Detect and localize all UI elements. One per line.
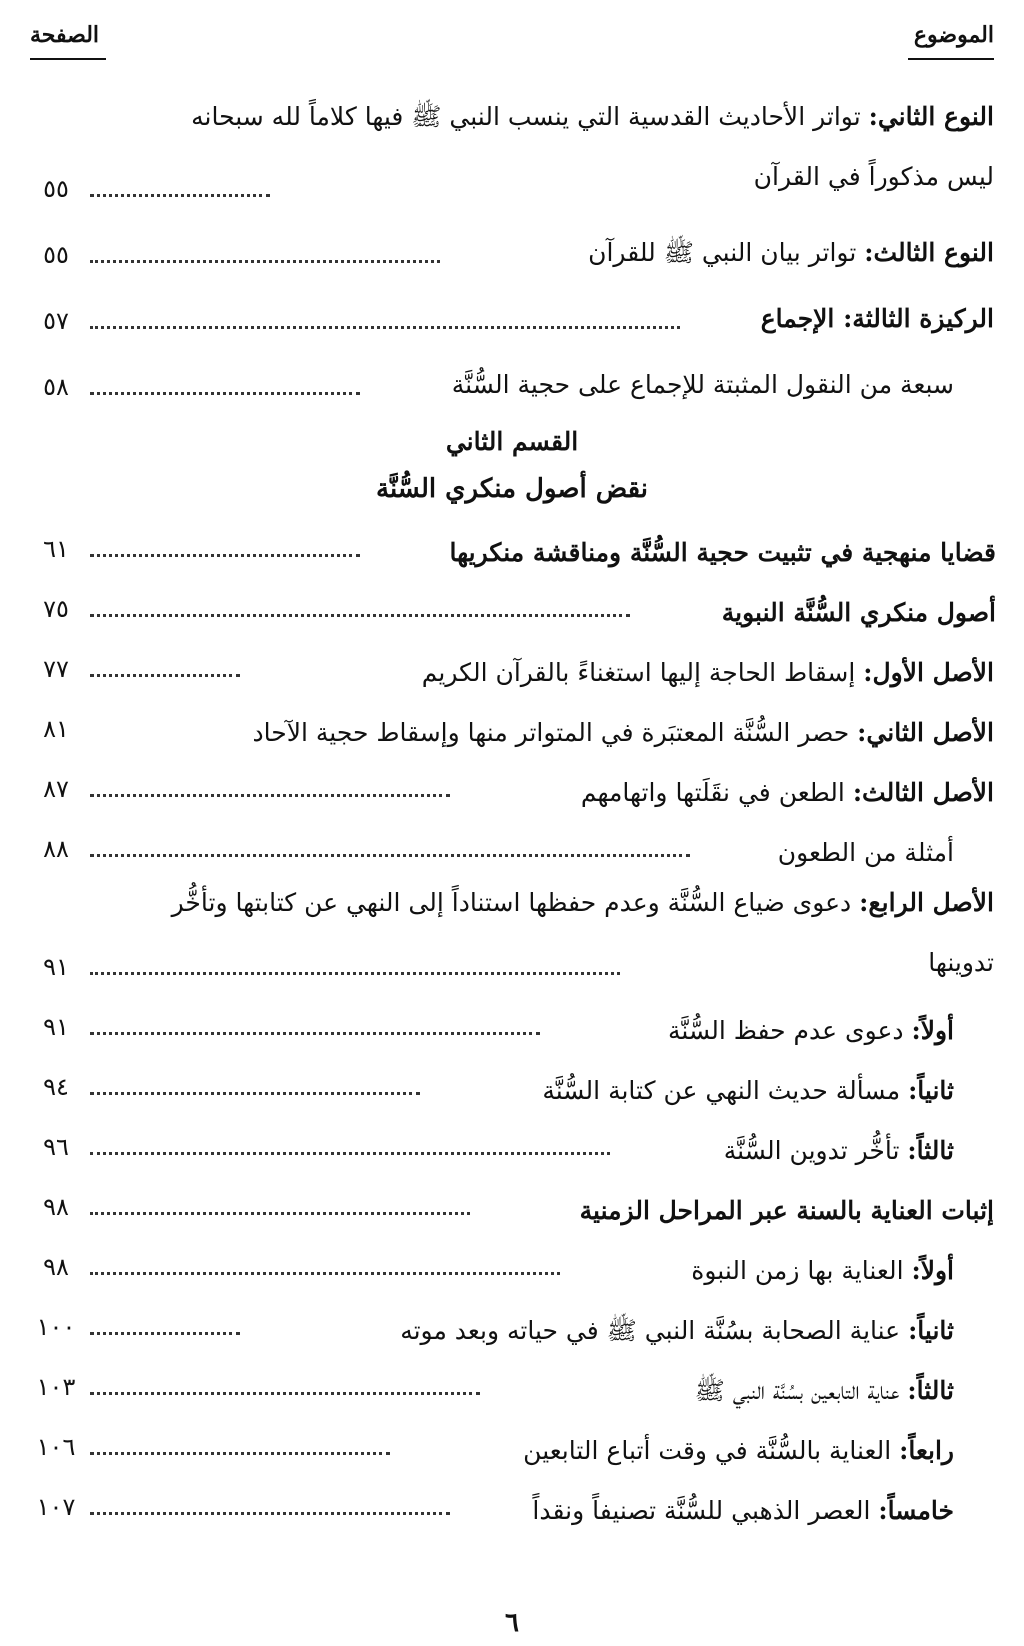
entry-label: ثالثاً: <box>907 1376 954 1405</box>
toc-entry <box>30 571 994 631</box>
entry-title: عناية التابعين بسُنَّة النبي ﷺ <box>694 1376 908 1405</box>
entry-title: إسقاط الحاجة إليها استغناءً بالقرآن الكريم <box>421 658 864 687</box>
entry-page: ٩١ <box>43 1013 69 1041</box>
entry-title: مسألة حديث النهي عن كتابة السُّنَّة <box>542 1076 909 1105</box>
entry-title: العصر الذهبي للسُّنَّة تصنيفاً ونقداً <box>532 1496 879 1525</box>
entry-page: ٧٥ <box>43 595 69 623</box>
toc-entry <box>30 343 994 409</box>
entry-page: ٥٥ <box>43 241 69 269</box>
entry-title: العناية بها زمن النبوة <box>691 1256 912 1285</box>
toc-entry <box>30 871 994 989</box>
entry-page: ٨٨ <box>43 835 69 863</box>
entry-page: ٩٤ <box>43 1073 69 1101</box>
entry-title: دعوى ضياع السُّنَّة وعدم حفظها استناداً إلى النهي عن كتابتها وتأخُّر تدوينها <box>171 888 994 977</box>
entry-title: أمثلة من الطعون <box>777 838 954 867</box>
entry-label: أولاً: <box>911 1256 954 1285</box>
toc-entry <box>30 691 994 751</box>
header-underline-left <box>30 58 106 60</box>
entry-title: عناية الصحابة بسُنَّة النبي ﷺ في حياته وبعد موته <box>400 1316 909 1345</box>
entry-page: ٥٨ <box>43 373 69 401</box>
entry-label: ثالثاً: <box>907 1136 954 1165</box>
toc-entry <box>30 1169 994 1229</box>
entry-page: ٩٦ <box>43 1133 69 1161</box>
entry-title: أصول منكري السُّنَّة النبوية <box>721 598 996 627</box>
entry-page: ٩٨ <box>43 1253 69 1281</box>
header-underline-right <box>908 58 994 60</box>
entry-page: ٥٥ <box>43 175 69 203</box>
dot-leader <box>90 788 450 797</box>
toc-entry <box>30 631 994 691</box>
page-number: ٦ <box>505 1608 519 1638</box>
entry-title: تواتر الأحاديث القدسية التي ينسب النبي ﷺ فيها كلاماً لله سبحانه ليس مذكوراً في القرآن <box>191 102 994 191</box>
toc-entry <box>30 511 994 571</box>
entry-page: ٥٧ <box>43 307 69 335</box>
toc-entry <box>30 1289 994 1349</box>
toc-entry <box>30 1109 994 1169</box>
dot-leader <box>90 1506 450 1515</box>
table-of-contents <box>30 85 994 1529</box>
entry-title: الإجماع <box>760 304 844 333</box>
dot-leader <box>90 1326 240 1335</box>
dot-leader <box>90 548 360 557</box>
entry-page: ١٠٠ <box>36 1313 76 1341</box>
entry-title: سبعة من النقول المثبتة للإجماع على حجية السُّنَّة <box>451 370 954 399</box>
toc-entry <box>30 1049 994 1109</box>
toc-entry <box>30 751 994 811</box>
entry-title: حصر السُّنَّة المعتبَرة في المتواتر منها وإسقاط حجية الآحاد <box>252 718 858 747</box>
dot-leader <box>90 188 270 197</box>
entry-label: النوع الثالث: <box>864 238 994 267</box>
entry-label: الأصل الثاني: <box>857 718 994 747</box>
dot-leader <box>90 848 690 857</box>
toc-entry <box>30 989 994 1049</box>
entry-label: النوع الثاني: <box>868 102 994 131</box>
toc-entry <box>30 1349 994 1409</box>
dot-leader <box>90 254 440 263</box>
entry-label: الأصل الأول: <box>863 658 994 687</box>
entry-title: الطعن في نقَلَتها واتهامهم <box>580 778 853 807</box>
entry-page: ١٠٦ <box>36 1433 76 1461</box>
entry-label: الأصل الثالث: <box>852 778 994 807</box>
entry-page: ٨١ <box>43 715 69 743</box>
toc-entry <box>30 277 994 343</box>
entry-title: العناية بالسُّنَّة في وقت أتباع التابعين <box>523 1436 900 1465</box>
dot-leader <box>90 1206 470 1215</box>
entry-title: دعوى عدم حفظ السُّنَّة <box>668 1016 912 1045</box>
header-topic-label: الموضوع <box>913 22 994 48</box>
entry-page: ٦١ <box>43 535 69 563</box>
dot-leader <box>90 1266 560 1275</box>
dot-leader <box>90 966 620 975</box>
dot-leader <box>90 386 360 395</box>
toc-entry <box>30 85 994 211</box>
header-page-label: الصفحة <box>30 22 100 48</box>
toc-entry <box>30 811 994 871</box>
dot-leader <box>90 1446 390 1455</box>
entry-title: قضايا منهجية في تثبيت حجية السُّنَّة ومناقشة منكريها <box>449 538 996 567</box>
toc-entry <box>30 211 994 277</box>
entry-page: ٩١ <box>43 953 69 981</box>
entry-page: ٩٨ <box>43 1193 69 1221</box>
entry-page: ١٠٣ <box>36 1373 76 1401</box>
dot-leader <box>90 668 240 677</box>
dot-leader <box>90 608 630 617</box>
toc-entry <box>30 1229 994 1289</box>
entry-label: الركيزة الثالثة: <box>843 304 994 333</box>
entry-label: الأصل الرابع: <box>859 888 994 917</box>
entry-label: رابعاً: <box>899 1436 954 1465</box>
dot-leader <box>90 1026 540 1035</box>
dot-leader <box>90 1146 610 1155</box>
entry-page: ٧٧ <box>43 655 69 683</box>
dot-leader <box>90 320 680 329</box>
toc-entry <box>30 1409 994 1469</box>
section-title: القسم الثاني <box>445 427 579 456</box>
entry-title: تواتر بيان النبي ﷺ للقرآن <box>588 238 865 267</box>
entry-label: ثانياً: <box>908 1316 954 1345</box>
entry-title: إثبات العناية بالسنة عبر المراحل الزمنية <box>579 1196 994 1225</box>
entry-label: ثانياً: <box>908 1076 954 1105</box>
toc-entry <box>30 1469 994 1529</box>
dot-leader <box>90 1386 480 1395</box>
entry-label: أولاً: <box>911 1016 954 1045</box>
entry-page: ٨٧ <box>43 775 69 803</box>
entry-title: تأخُّر تدوين السُّنَّة <box>723 1136 908 1165</box>
section-subtitle: نقض أصول منكري السُّنَّة <box>376 474 648 504</box>
dot-leader <box>90 1086 420 1095</box>
entry-page: ١٠٧ <box>36 1493 76 1521</box>
entry-label: خامساً: <box>878 1496 954 1525</box>
